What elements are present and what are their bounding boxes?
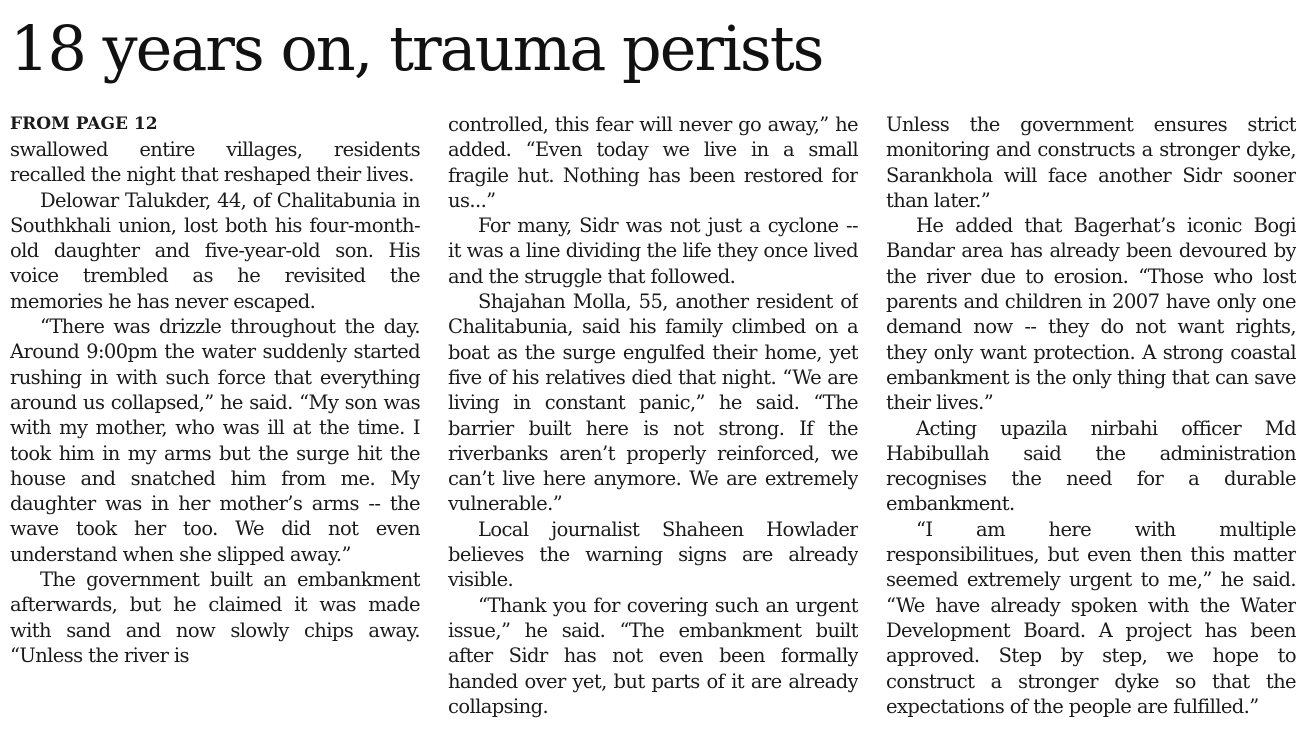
jump-label: FROM PAGE 12 xyxy=(10,114,158,134)
paragraph: “Thank you for covering such an urgent issue,” he said. “The embankment built after Sidr has not even been formally handed over yet, but parts of it are already collapsing. xyxy=(448,593,858,718)
paragraph: He added that Bagerhat’s iconic Bogi Bandar area has already been devoured by the river due to erosion. “Those who lost parents and children in 2007 have only one demand now -- they do not want rights, they only want protection. A strong coastal embankment is the only thing that can save their lives.” xyxy=(886,214,1296,415)
column-1 xyxy=(10,112,420,722)
paragraph: For many, Sidr was not just a cyclone -- it was a line dividing the life they once lived and the struggle that followed. xyxy=(448,214,858,288)
column-3 xyxy=(886,112,1296,722)
paragraph: Local journalist Shaheen Howlader believes the warning signs are already visible. xyxy=(448,517,858,592)
paragraph: Delowar Talukder, 44, of Chalitabunia in Southkhali union, lost both his four-month-old daughter and five-year-old son. His voice trembled as he revisited the memories he has never escaped. xyxy=(10,188,420,313)
paragraph: Acting upazila nirbahi officer Md Habibullah said the administration recognises the need for a durable embankment. xyxy=(886,416,1296,516)
paragraph: swallowed entire villages, residents recalled the night that reshaped their lives. xyxy=(10,138,420,187)
paragraph: “There was drizzle throughout the day. Around 9:00pm the water suddenly started rushing in with such force that everything around us collapsed,” he said. “My son was with my mother, who was ill at the time. I took him in my arms but the surge hit the house and snatched him from me. My daughter was in her mother’s arms -- the wave took her too. We did not even understand when she slipped away.” xyxy=(10,315,420,566)
paragraph: Shajahan Molla, 55, another resident of Chalitabunia, said his family climbed on a boat as the surge engulfed their home, yet five of his relatives died that night. “We are living in constant panic,” he said. “The barrier built here is not strong. If the riverbanks aren’t properly reinforced, we can’t live here anymore. We are extremely vulnerable.” xyxy=(448,290,858,516)
paragraph: “I am here with multiple responsibilitues, but even then this matter seemed extremely urgent to me,” he said. “We have already spoken with the Water Development Board. A project has been approved. Step by step, we hope to construct a stronger dyke so that the expectations of the people are fulfilled.” xyxy=(886,517,1296,718)
paragraph: Unless the government ensures strict monitoring and constructs a stronger dyke, Sarankhola will face another Sidr sooner than later.” xyxy=(886,113,1296,212)
paragraph: controlled, this fear will never go away,” he added. “Even today we live in a small fragile hut. Nothing has been restored for us...” xyxy=(448,113,858,212)
column-2 xyxy=(448,112,858,722)
headline: 18 years on, trauma perists xyxy=(10,12,823,85)
article-body xyxy=(10,112,1296,722)
paragraph: The government built an embankment afterwards, but he claimed it was made with sand and now slowly chips away. “Unless the river is xyxy=(10,568,420,667)
